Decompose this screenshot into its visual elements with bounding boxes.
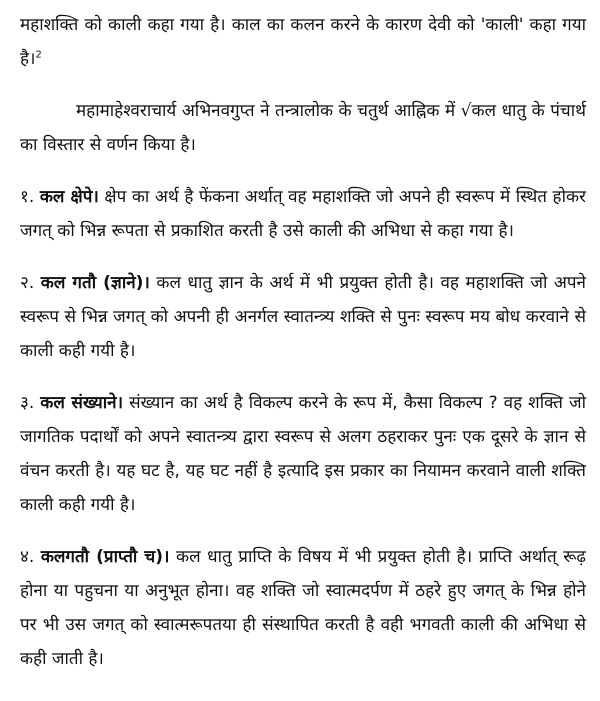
item-number: २.	[20, 273, 35, 293]
footnote-marker: 2	[35, 49, 42, 61]
paragraph-text: कल धातु प्राप्ति के विषय में भी प्रयुक्त होती है। प्राप्ति अर्थात् रूढ़ होना या पहुचना या अनुभूत होना। वह शक्ति जो स्वात्मदर्पण में ठहरे हुए जगत् के भिन्न होने पर भी उस जगत् को स्वात्मरूपतया ही संस्थापित करती है वही भगवती काली की अभिधा से कही जाती है।	[20, 547, 586, 669]
paragraph-kali-definition	[20, 8, 586, 76]
paragraph-kal-kshepe	[20, 180, 586, 248]
paragraph-text: संख्यान का अर्थ है विकल्प करने के रूप में, कैसा विकल्प ? वह शक्ति जो जागतिक पदार्थों को अपने स्वातन्त्र्य द्वारा स्वरूप से अलग ठहराकर पुनः एक दूसरे के ज्ञान से वंचन करती है। यह घट है, यह घट नहीं है इत्यादि इस प्रकार का नियामन करवाने वाली शक्ति काली कही गयी है।	[20, 393, 586, 515]
item-term: कलगतौ (प्राप्तौ च)।	[40, 547, 170, 567]
item-number: १.	[20, 187, 35, 207]
item-number: ४.	[20, 547, 35, 567]
paragraph-kal-gatau-jnane	[20, 266, 586, 368]
paragraph-text: कल धातु ज्ञान के अर्थ में भी प्रयुक्त होती है। वह महाशक्ति जो अपने स्वरूप से भिन्न जगत् को अपनी ही अनर्गल स्वातन्त्र्य शक्ति से पुनः स्वरूप मय बोध करवाने से काली कही गयी है।	[20, 273, 586, 361]
item-number: ३.	[20, 393, 35, 413]
item-term: कल क्षेपे।	[39, 187, 99, 207]
paragraph-abhinavagupta-intro	[20, 94, 586, 162]
document-page	[20, 8, 586, 694]
item-term: कल संख्याने।	[40, 393, 124, 413]
paragraph-text: महाशक्ति को काली कहा गया है। काल का कलन करने के कारण देवी को 'काली' कहा गया है।	[20, 15, 586, 69]
paragraph-text: महामाहेश्वराचार्य अभिनवगुप्त ने तन्त्रालोक के चतुर्थ आह्निक में √कल धातु के पंचार्थ का विस्तार से वर्णन किया है।	[20, 101, 586, 155]
item-term: कल गतौ (ज्ञाने)।	[40, 273, 150, 293]
paragraph-kal-sankhyane	[20, 386, 586, 522]
paragraph-kalgatau-praptau	[20, 540, 586, 676]
paragraph-text: क्षेप का अर्थ है फेंकना अर्थात् वह महाशक्ति जो अपने ही स्वरूप में स्थित होकर जगत् को भिन्न रूपता से प्रकाशित करती है उसे काली की अभिधा से कहा गया है।	[20, 187, 586, 241]
